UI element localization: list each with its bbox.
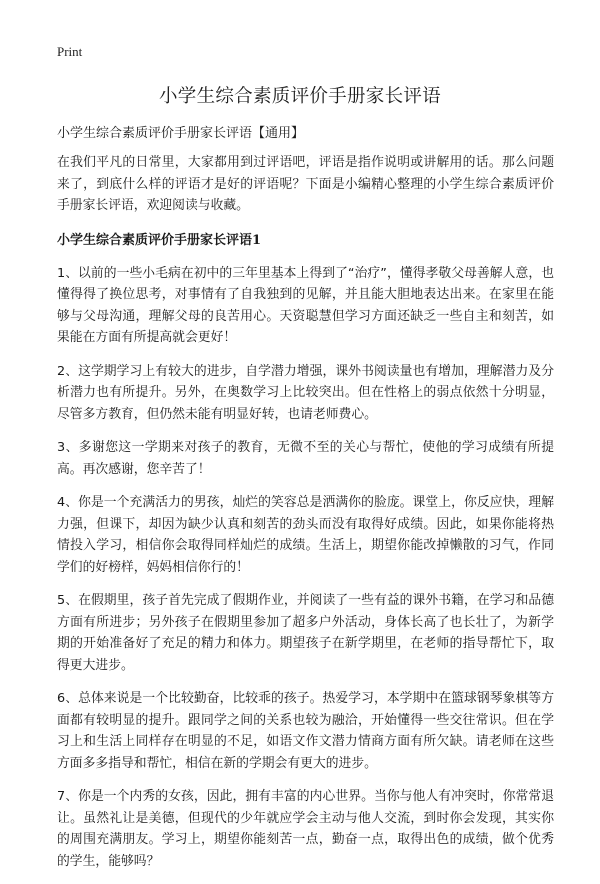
comment-paragraph-1: 1、以前的一些小毛病在初中的三年里基本上得到了“治疗”，懂得孝敬父母善解人意，也懂得得了换位思考，对事情有了自我独到的见解，并且能大胆地表达出来。在家里在能够与父母沟通，理解父母的良苦用心。天资聪慧但学习方面还缺乏一些自主和刻苦，如果能在方面有所提高就会更好！: [57, 265, 554, 345]
intro-paragraph: 在我们平凡的日常里，大家都用到过评语吧，评语是指作说明或讲解用的话。那么问题来了，到底什么样的评语才是好的评语呢？下面是小编精心整理的小学生综合素质评价手册家长评语，欢迎阅读与收藏。: [57, 155, 554, 213]
document-subtitle: 小学生综合素质评价手册家长评语【通用】: [57, 126, 305, 141]
article-body: [57, 152, 554, 884]
comment-paragraph-3: 3、多谢您这一学期来对孩子的教育，无微不至的关心与帮忙，使他的学习成绩有所提高。再次感谢，您辛苦了！: [57, 440, 554, 477]
section-heading: 小学生综合素质评价手册家长评语1: [57, 232, 262, 248]
comment-paragraph-4: 4、你是一个充满活力的男孩，灿烂的笑容总是洒满你的脸庞。课堂上，你反应快，理解力强，但课下，却因为缺少认真和刻苦的劲头而没有取得好成绩。因此，如果你能将热情投入学习，相信你会取得同样灿烂的成绩。生活上，期望你能改掉懒散的习气，作同学们的好榜样，妈妈相信你行的！: [57, 495, 554, 575]
comment-paragraph-2: 2、这学期学习上有较大的进步，自学潜力增强，课外书阅读量也有增加，理解潜力及分析潜力也有所提升。另外，在奥数学习上比较突出。但在性格上的弱点依然十分明显，尽管多方教育，但仍然未能有明显好转，也请老师费心。: [57, 363, 554, 422]
print-link[interactable]: Print: [57, 44, 83, 59]
comment-paragraph-5: 5、在假期里，孩子首先完成了假期作业，并阅读了一些有益的课外书籍，在学习和品德方面有所进步；另外孩子在假期里参加了超多户外活动，身体长高了也长壮了，为新学期的开始准备好了充足的精力和体力。期望孩子在新学期里，在老师的指导帮忙下，取得更大进步。: [57, 593, 554, 673]
comment-paragraph-7: 7、你是一个内秀的女孩，因此，拥有丰富的内心世界。当你与他人有冲突时，你常常退让。虽然礼让是美德，但现代的少年就应学会主动与他人交流，到时你会发现，其实你的周围充满朋友。学习上，期望你能刻苦一点，勤奋一点，取得出色的成绩，做个优秀的学生，能够吗？: [57, 789, 554, 869]
page-title: 小学生综合素质评价手册家长评语: [158, 86, 441, 107]
comment-paragraph-6: 6、总体来说是一个比较勤奋，比较乖的孩子。热爱学习，本学期中在篮球钢琴象棋等方面都有较明显的提升。跟同学之间的关系也较为融洽，开始懂得一些交往常识。但在学习上和生活上同样存在明显的不足，如语文作文潜力情商方面有所欠缺。请老师在这些方面多多指导和帮忙，相信在新的学期会有更大的进步。: [57, 691, 554, 771]
